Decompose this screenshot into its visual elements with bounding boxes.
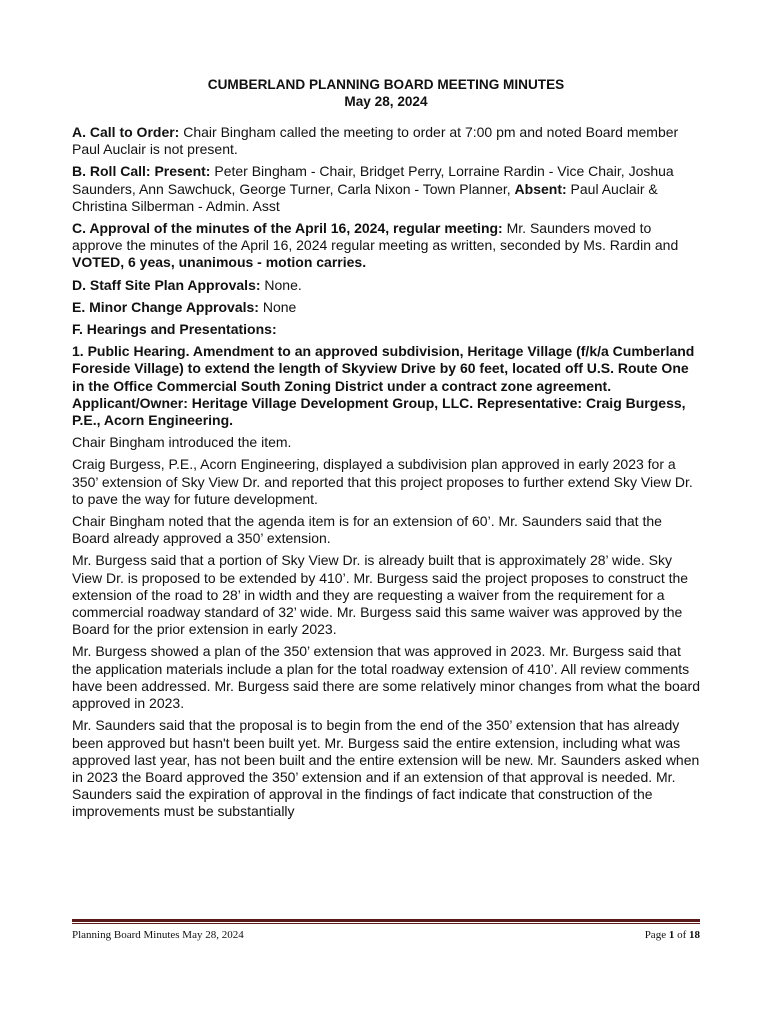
section-text: None	[258, 298, 297, 315]
section-label: C. Approval of the minutes of the April 16, 2024, regular meeting:	[72, 220, 503, 237]
page-current: 1	[668, 929, 675, 941]
item1-paragraph: Chair Bingham introduced the item.	[72, 434, 292, 451]
page-footer	[72, 929, 700, 941]
vote-result: VOTED, 6 yeas, unanimous - motion carries.	[72, 254, 367, 271]
section-text: None.	[260, 276, 302, 293]
page-prefix: Page	[644, 929, 669, 941]
page-of: of	[674, 929, 689, 941]
section-call-to-order	[72, 124, 700, 158]
section-minor-change	[72, 299, 700, 316]
page-total: 18	[689, 929, 700, 941]
section-staff-site-plan	[72, 277, 700, 294]
item1-heading-text: 1. Public Hearing. Amendment to an approved subdivision, Heritage Village (f/k/a Cumberland Foreside Village) to extend the length of Skyview Drive by 60 feet, located off U.S. Route One in the Office Commercial South Zoning District under a contract zone agreement. Applicant/Owner: Heritage Village Development Group, LLC. Representative: Craig Burgess, P.E., Acorn Engineering.	[72, 343, 695, 429]
footer-divider	[72, 919, 700, 922]
absent-text: Paul Auclair & Christina Silberman - Admin. Asst	[72, 180, 658, 214]
item1-paragraph: Mr. Saunders said that the proposal is to begin from the end of the 350’ extension that has already been approved but hasn't been built yet. Mr. Burgess said the entire extension, including what was approved last year, has not been built and the entire extension will be new. Mr. Saunders asked when in 2023 the Board approved the 350’ extension and if an extension of that approval is needed. Mr. Saunders said the expiration of approval in the findings of fact indicate that construction of the improvements must be substantially	[72, 717, 700, 820]
item1-paragraph: Mr. Burgess showed a plan of the 350’ extension that was approved in 2023. Mr. Burgess said that the application materials include a plan for the total roadway extension of 410’. All review comments have been addressed. Mr. Burgess said there are some relatively minor changes from what the board approved in 2023.	[72, 643, 700, 712]
page-number	[645, 929, 700, 941]
absent-label: Absent:	[514, 180, 567, 197]
section-roll-call	[72, 163, 700, 215]
section-label: B. Roll Call: Present:	[72, 163, 211, 180]
item1-paragraph: Chair Bingham noted that the agenda item is for an extension of 60’. Mr. Saunders said that the Board already approved a 350’ extension.	[72, 513, 662, 547]
section-label: D. Staff Site Plan Approvals:	[72, 276, 261, 293]
document-date: May 28, 2024	[344, 94, 428, 109]
section-hearings	[72, 321, 700, 338]
section-label: E. Minor Change Approvals:	[72, 298, 259, 315]
document-title: CUMBERLAND PLANNING BOARD MEETING MINUTES	[207, 77, 565, 92]
section-label: F. Hearings and Presentations:	[72, 321, 277, 338]
section-text: Mr. Saunders moved to approve the minutes of the April 16, 2024 regular meeting as written, seconded by Ms. Rardin and	[72, 220, 679, 254]
section-label: A. Call to Order:	[72, 124, 180, 140]
footer-divider-thin	[72, 923, 700, 924]
footer-title: Planning Board Minutes May 28, 2024	[72, 929, 244, 941]
item1-paragraph: Mr. Burgess said that a portion of Sky View Dr. is already built that is approximately 28’ wide. Sky View Dr. is proposed to be extended by 410’. Mr. Burgess said the project proposes to construct the extension of the road to 28’ in width and they are requesting a waiver from the requirement for a commercial roadway standard of 32’ wide. Mr. Burgess said this same waiver was approved by the Board for the prior extension in early 2023.	[72, 552, 689, 638]
section-approval-minutes	[72, 220, 700, 272]
item1-heading	[72, 343, 700, 429]
item1-paragraph: Craig Burgess, P.E., Acorn Engineering, displayed a subdivision plan approved in early 2023 for a 350’ extension of Sky View Dr. and reported that this project proposes to further extend Sky View Dr. to pave the way for future development.	[72, 456, 693, 507]
document-page	[72, 76, 700, 826]
section-text: Peter Bingham - Chair, Bridget Perry, Lorraine Rardin - Vice Chair, Joshua Saunders, Ann Sawchuck, George Turner, Carla Nixon - Town Planner,	[72, 163, 674, 197]
section-text: Chair Bingham called the meeting to order at 7:00 pm and noted Board member Paul Auclair is not present.	[72, 124, 679, 158]
